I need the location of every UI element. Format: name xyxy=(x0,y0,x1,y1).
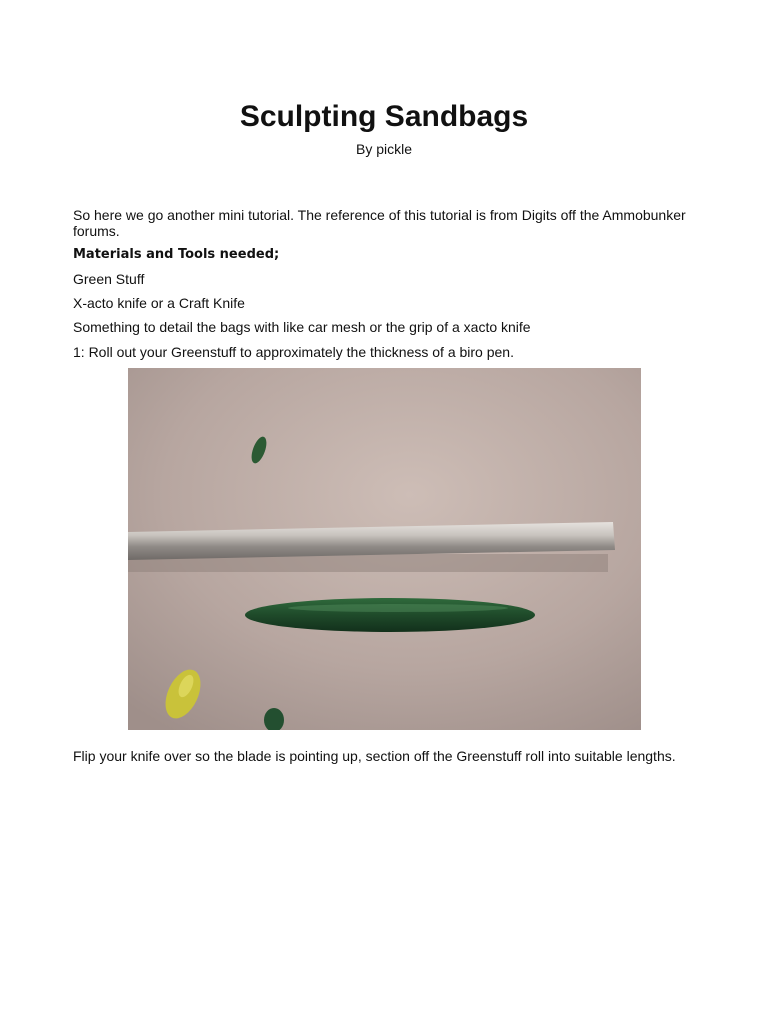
author-byline: By pickle xyxy=(355,141,413,157)
photo-illustration xyxy=(128,368,641,730)
material-item-detail-tool: Something to detail the bags with like car mesh or the grip of a xacto knife xyxy=(73,319,531,335)
material-item-knife: X-acto knife or a Craft Knife xyxy=(73,295,245,311)
step-2-text: Flip your knife over so the blade is pointing up, section off the Greenstuff roll into suitable lengths. xyxy=(73,748,676,764)
page-title: Sculpting Sandbags xyxy=(239,100,529,133)
step-1-text: 1: Roll out your Greenstuff to approximately the thickness of a biro pen. xyxy=(73,344,514,360)
intro-paragraph: So here we go another mini tutorial. The reference of this tutorial is from Digits off the Ammobunker forums. xyxy=(73,207,686,239)
material-item-green-stuff: Green Stuff xyxy=(73,271,145,287)
materials-heading: Materials and Tools needed; xyxy=(73,247,280,262)
greenstuff-roll-highlight xyxy=(288,604,508,612)
greenstuff-roll-photo xyxy=(128,368,641,730)
greenstuff-roll xyxy=(245,598,535,632)
